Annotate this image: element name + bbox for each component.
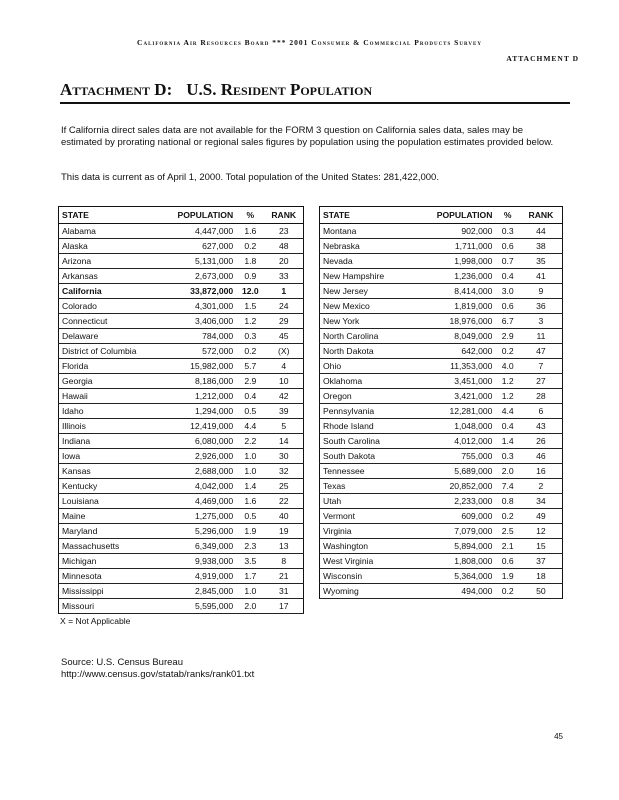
population-cell: 4,447,000 [159, 224, 236, 239]
state-cell: Kentucky [59, 479, 160, 494]
rank-cell: (X) [264, 344, 303, 359]
table-row [320, 584, 563, 599]
table-row [320, 479, 563, 494]
table-row [59, 539, 304, 554]
percent-cell: 1.4 [236, 479, 264, 494]
percent-cell: 1.4 [495, 434, 519, 449]
table-row [59, 599, 304, 614]
percent-cell: 2.3 [236, 539, 264, 554]
table-row [59, 464, 304, 479]
population-cell: 902,000 [412, 224, 496, 239]
state-cell: Missouri [59, 599, 160, 614]
column-header: POPULATION [159, 207, 236, 224]
percent-cell: 2.5 [495, 524, 519, 539]
attachment-label: ATTACHMENT D [506, 54, 579, 63]
percent-cell: 0.9 [236, 269, 264, 284]
table-row [59, 449, 304, 464]
state-cell: Wisconsin [320, 569, 412, 584]
population-cell: 3,421,000 [412, 389, 496, 404]
rank-cell: 12 [520, 524, 563, 539]
rank-cell: 42 [264, 389, 303, 404]
population-cell: 1,275,000 [159, 509, 236, 524]
state-cell: Idaho [59, 404, 160, 419]
population-cell: 4,042,000 [159, 479, 236, 494]
percent-cell: 0.5 [236, 404, 264, 419]
percent-cell: 2.0 [236, 599, 264, 614]
table-row [59, 524, 304, 539]
rank-cell: 7 [520, 359, 563, 374]
percent-cell: 7.4 [495, 479, 519, 494]
state-cell: West Virginia [320, 554, 412, 569]
population-cell: 2,673,000 [159, 269, 236, 284]
state-cell: North Carolina [320, 329, 412, 344]
percent-cell: 2.9 [495, 329, 519, 344]
percent-cell: 1.9 [495, 569, 519, 584]
population-cell: 8,414,000 [412, 284, 496, 299]
population-table-right [319, 206, 563, 599]
population-cell: 6,080,000 [159, 434, 236, 449]
rank-cell: 15 [520, 539, 563, 554]
state-cell: Washington [320, 539, 412, 554]
percent-cell: 1.0 [236, 584, 264, 599]
population-cell: 9,938,000 [159, 554, 236, 569]
percent-cell: 6.7 [495, 314, 519, 329]
table-row [320, 419, 563, 434]
rank-cell: 38 [520, 239, 563, 254]
population-cell: 1,711,000 [412, 239, 496, 254]
percent-cell: 1.2 [236, 314, 264, 329]
percent-cell: 2.2 [236, 434, 264, 449]
state-cell: North Dakota [320, 344, 412, 359]
percent-cell: 1.8 [236, 254, 264, 269]
population-cell: 1,819,000 [412, 299, 496, 314]
table-row [59, 479, 304, 494]
percent-cell: 0.7 [495, 254, 519, 269]
population-cell: 15,982,000 [159, 359, 236, 374]
population-cell: 642,000 [412, 344, 496, 359]
population-cell: 4,469,000 [159, 494, 236, 509]
rank-cell: 20 [264, 254, 303, 269]
state-cell: Kansas [59, 464, 160, 479]
rank-cell: 4 [264, 359, 303, 374]
population-table-left [58, 206, 304, 614]
state-cell: Massachusetts [59, 539, 160, 554]
table-row [320, 239, 563, 254]
population-cell: 755,000 [412, 449, 496, 464]
rank-cell: 9 [520, 284, 563, 299]
rank-cell: 33 [264, 269, 303, 284]
page-title [60, 80, 372, 100]
population-cell: 11,353,000 [412, 359, 496, 374]
percent-cell: 4.4 [236, 419, 264, 434]
state-cell: South Dakota [320, 449, 412, 464]
table-row [59, 434, 304, 449]
rank-cell: 45 [264, 329, 303, 344]
population-cell: 7,079,000 [412, 524, 496, 539]
column-header: % [495, 207, 519, 224]
state-cell: Michigan [59, 554, 160, 569]
rank-cell: 6 [520, 404, 563, 419]
percent-cell: 0.2 [236, 344, 264, 359]
table-row [320, 299, 563, 314]
percent-cell: 0.2 [236, 239, 264, 254]
column-header: POPULATION [412, 207, 496, 224]
state-cell: Tennessee [320, 464, 412, 479]
population-cell: 1,808,000 [412, 554, 496, 569]
rank-cell: 5 [264, 419, 303, 434]
state-cell: Hawaii [59, 389, 160, 404]
table-row [59, 299, 304, 314]
population-cell: 4,919,000 [159, 569, 236, 584]
table-row [320, 359, 563, 374]
state-cell: Vermont [320, 509, 412, 524]
table-row [320, 344, 563, 359]
table-row [320, 374, 563, 389]
state-cell: Mississippi [59, 584, 160, 599]
population-cell: 5,689,000 [412, 464, 496, 479]
percent-cell: 12.0 [236, 284, 264, 299]
population-cell: 627,000 [159, 239, 236, 254]
table-row [320, 569, 563, 584]
population-cell: 5,364,000 [412, 569, 496, 584]
running-header: California Air Resources Board *** 2001 Consumer & Commercial Products Survey [137, 38, 482, 47]
current-note: This data is current as of April 1, 2000. Total population of the United States: 281,422,000. [61, 172, 439, 183]
percent-cell: 1.6 [236, 224, 264, 239]
state-cell: Arkansas [59, 269, 160, 284]
state-cell: Georgia [59, 374, 160, 389]
state-cell: New Hampshire [320, 269, 412, 284]
rank-cell: 24 [264, 299, 303, 314]
rank-cell: 39 [264, 404, 303, 419]
percent-cell: 0.6 [495, 554, 519, 569]
percent-cell: 1.2 [495, 389, 519, 404]
table-row [59, 554, 304, 569]
state-cell: Iowa [59, 449, 160, 464]
rank-cell: 21 [264, 569, 303, 584]
state-cell: Nevada [320, 254, 412, 269]
table-row [320, 329, 563, 344]
population-cell: 1,998,000 [412, 254, 496, 269]
rank-cell: 44 [520, 224, 563, 239]
state-cell: Arizona [59, 254, 160, 269]
table-row [59, 569, 304, 584]
population-cell: 5,131,000 [159, 254, 236, 269]
state-cell: Nebraska [320, 239, 412, 254]
table-row [59, 389, 304, 404]
rank-cell: 41 [520, 269, 563, 284]
percent-cell: 1.6 [236, 494, 264, 509]
column-header: STATE [320, 207, 412, 224]
state-cell: Virginia [320, 524, 412, 539]
source-url[interactable]: http://www.census.gov/statab/ranks/rank01.txt [61, 669, 255, 680]
state-cell: Rhode Island [320, 419, 412, 434]
table-row [59, 254, 304, 269]
rank-cell: 48 [264, 239, 303, 254]
percent-cell: 2.9 [236, 374, 264, 389]
percent-cell: 0.4 [495, 269, 519, 284]
table-row [59, 224, 304, 239]
rank-cell: 17 [264, 599, 303, 614]
population-cell: 4,012,000 [412, 434, 496, 449]
percent-cell: 0.3 [495, 224, 519, 239]
population-cell: 609,000 [412, 509, 496, 524]
table-row [59, 269, 304, 284]
population-cell: 2,233,000 [412, 494, 496, 509]
rank-cell: 10 [264, 374, 303, 389]
table-row [59, 584, 304, 599]
table-row [59, 284, 304, 299]
rank-cell: 14 [264, 434, 303, 449]
population-cell: 18,976,000 [412, 314, 496, 329]
population-cell: 12,419,000 [159, 419, 236, 434]
population-cell: 6,349,000 [159, 539, 236, 554]
not-applicable-note: X = Not Applicable [60, 616, 131, 626]
rank-cell: 47 [520, 344, 563, 359]
rank-cell: 16 [520, 464, 563, 479]
table-row [59, 374, 304, 389]
table-row [320, 539, 563, 554]
state-cell: Indiana [59, 434, 160, 449]
table-row [59, 404, 304, 419]
table-row [320, 449, 563, 464]
rank-cell: 43 [520, 419, 563, 434]
rank-cell: 2 [520, 479, 563, 494]
table-row [320, 524, 563, 539]
percent-cell: 5.7 [236, 359, 264, 374]
percent-cell: 0.6 [495, 299, 519, 314]
population-cell: 1,294,000 [159, 404, 236, 419]
source [61, 657, 254, 681]
title-rule [60, 102, 570, 104]
state-cell: Wyoming [320, 584, 412, 599]
title-main: U.S. Resident Population [186, 80, 373, 99]
table-row [59, 509, 304, 524]
intro-paragraph: If California direct sales data are not available for the FORM 3 question on California sales data, sales may be estimated by prorating national or regional sales figures by population using the population estimates provided below. [61, 125, 554, 148]
state-cell: Oregon [320, 389, 412, 404]
column-header: % [236, 207, 264, 224]
table-row [320, 554, 563, 569]
rank-cell: 40 [264, 509, 303, 524]
percent-cell: 1.5 [236, 299, 264, 314]
title-prefix: Attachment D: [60, 80, 173, 99]
percent-cell: 0.3 [236, 329, 264, 344]
rank-cell: 11 [520, 329, 563, 344]
percent-cell: 1.0 [236, 449, 264, 464]
population-cell: 5,296,000 [159, 524, 236, 539]
state-cell: Montana [320, 224, 412, 239]
table-row [59, 359, 304, 374]
table-row [320, 404, 563, 419]
table-row [320, 509, 563, 524]
population-cell: 1,212,000 [159, 389, 236, 404]
population-cell: 3,451,000 [412, 374, 496, 389]
rank-cell: 13 [264, 539, 303, 554]
percent-cell: 1.0 [236, 464, 264, 479]
state-cell: California [59, 284, 160, 299]
percent-cell: 4.0 [495, 359, 519, 374]
state-cell: Colorado [59, 299, 160, 314]
population-cell: 2,845,000 [159, 584, 236, 599]
population-cell: 5,894,000 [412, 539, 496, 554]
rank-cell: 46 [520, 449, 563, 464]
table-row [320, 494, 563, 509]
population-cell: 33,872,000 [159, 284, 236, 299]
state-cell: Alaska [59, 239, 160, 254]
population-cell: 784,000 [159, 329, 236, 344]
state-cell: Pennsylvania [320, 404, 412, 419]
table-row [59, 329, 304, 344]
state-cell: Alabama [59, 224, 160, 239]
rank-cell: 37 [520, 554, 563, 569]
rank-cell: 30 [264, 449, 303, 464]
state-cell: Maryland [59, 524, 160, 539]
state-cell: New York [320, 314, 412, 329]
rank-cell: 50 [520, 584, 563, 599]
rank-cell: 29 [264, 314, 303, 329]
source-line: Source: U.S. Census Bureau [61, 657, 183, 668]
percent-cell: 0.5 [236, 509, 264, 524]
rank-cell: 27 [520, 374, 563, 389]
rank-cell: 23 [264, 224, 303, 239]
state-cell: New Mexico [320, 299, 412, 314]
rank-cell: 36 [520, 299, 563, 314]
table-row [59, 494, 304, 509]
table-row [59, 314, 304, 329]
column-header: RANK [520, 207, 563, 224]
population-cell: 1,048,000 [412, 419, 496, 434]
percent-cell: 3.5 [236, 554, 264, 569]
state-cell: Oklahoma [320, 374, 412, 389]
percent-cell: 0.8 [495, 494, 519, 509]
population-cell: 12,281,000 [412, 404, 496, 419]
page-number: 45 [554, 732, 563, 741]
rank-cell: 35 [520, 254, 563, 269]
percent-cell: 0.4 [495, 419, 519, 434]
state-cell: South Carolina [320, 434, 412, 449]
rank-cell: 22 [264, 494, 303, 509]
table-row [320, 269, 563, 284]
population-cell: 5,595,000 [159, 599, 236, 614]
percent-cell: 1.7 [236, 569, 264, 584]
column-header: STATE [59, 207, 160, 224]
state-cell: Illinois [59, 419, 160, 434]
rank-cell: 1 [264, 284, 303, 299]
state-cell: New Jersey [320, 284, 412, 299]
table-row [320, 314, 563, 329]
percent-cell: 3.0 [495, 284, 519, 299]
state-cell: Utah [320, 494, 412, 509]
table-row [59, 419, 304, 434]
table-row [320, 284, 563, 299]
rank-cell: 49 [520, 509, 563, 524]
state-cell: Texas [320, 479, 412, 494]
population-cell: 8,049,000 [412, 329, 496, 344]
population-cell: 3,406,000 [159, 314, 236, 329]
rank-cell: 19 [264, 524, 303, 539]
table-row [320, 434, 563, 449]
population-cell: 2,688,000 [159, 464, 236, 479]
population-cell: 1,236,000 [412, 269, 496, 284]
table-row [320, 254, 563, 269]
percent-cell: 1.9 [236, 524, 264, 539]
column-header: RANK [264, 207, 303, 224]
percent-cell: 0.4 [236, 389, 264, 404]
percent-cell: 0.2 [495, 344, 519, 359]
population-cell: 20,852,000 [412, 479, 496, 494]
population-cell: 494,000 [412, 584, 496, 599]
table-row [59, 239, 304, 254]
table-row [320, 224, 563, 239]
population-cell: 4,301,000 [159, 299, 236, 314]
rank-cell: 26 [520, 434, 563, 449]
state-cell: Connecticut [59, 314, 160, 329]
table-row [320, 464, 563, 479]
percent-cell: 2.1 [495, 539, 519, 554]
state-cell: Delaware [59, 329, 160, 344]
state-cell: Florida [59, 359, 160, 374]
rank-cell: 34 [520, 494, 563, 509]
rank-cell: 3 [520, 314, 563, 329]
percent-cell: 0.2 [495, 509, 519, 524]
rank-cell: 8 [264, 554, 303, 569]
state-cell: Ohio [320, 359, 412, 374]
population-cell: 572,000 [159, 344, 236, 359]
percent-cell: 0.2 [495, 584, 519, 599]
rank-cell: 18 [520, 569, 563, 584]
rank-cell: 31 [264, 584, 303, 599]
percent-cell: 1.2 [495, 374, 519, 389]
table-row [59, 344, 304, 359]
rank-cell: 25 [264, 479, 303, 494]
percent-cell: 2.0 [495, 464, 519, 479]
state-cell: Minnesota [59, 569, 160, 584]
rank-cell: 28 [520, 389, 563, 404]
state-cell: Louisiana [59, 494, 160, 509]
state-cell: District of Columbia [59, 344, 160, 359]
population-cell: 2,926,000 [159, 449, 236, 464]
rank-cell: 32 [264, 464, 303, 479]
table-row [320, 389, 563, 404]
population-cell: 8,186,000 [159, 374, 236, 389]
percent-cell: 0.3 [495, 449, 519, 464]
percent-cell: 0.6 [495, 239, 519, 254]
state-cell: Maine [59, 509, 160, 524]
percent-cell: 4.4 [495, 404, 519, 419]
